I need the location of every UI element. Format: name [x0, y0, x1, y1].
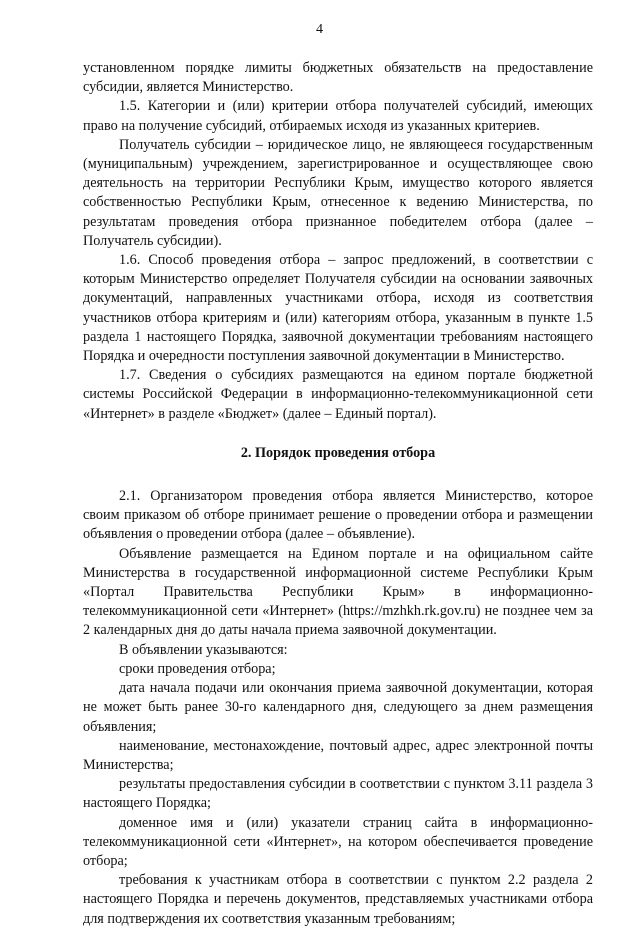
- paragraph-recipient-definition: Получатель субсидии – юридическое лицо, не являющееся государственным (муниципальным) учреждением, зарегистрированное и осуществляющее свою деятельность на территории Республики Крым, имущество которого является собственностью Республики Крым, отнесенное к ведению Министерства, по результатам проведения отбора признанное победителем отбора (далее – Получатель субсидии).: [83, 136, 593, 249]
- list-item-dates: сроки проведения отбора;: [119, 660, 276, 677]
- paragraph-announcement: Объявление размещается на Едином портале и на официальном сайте Министерства в государственной информационной системе Республики Крым «Портал Правительства Республики Крым» в информационно-телекоммуникационной сети «Интернет» (https://mzhkh.rk.gov.ru) не позднее чем за 2 календарных дня до даты начала приема заявочной документации.: [83, 545, 593, 639]
- document-body: [83, 59, 593, 929]
- section-heading: 2. Порядок проведения отбора: [240, 444, 436, 461]
- paragraph-1-5: 1.5. Категории и (или) критерии отбора получателей субсидий, имеющих право на получение субсидий, отбираемых исходя из указанных критериев.: [83, 98, 593, 134]
- list-item-start-date: дата начала подачи или окончания приема заявочной документации, которая не может быть ранее 30-го календарного дня, следующего за днем размещения объявления;: [83, 680, 593, 735]
- paragraph-1-6: 1.6. Способ проведения отбора – запрос предложений, в соответствии с которым Министерство определяет Получателя субсидии на основании заявочных документаций, направленных участниками отбора, исходя из соответствия участников отбора критериям и (или) категориям отбора, указанным в пункте 1.5 раздела 1 настоящего Порядка, заявочной документации требованиям настоящего Порядка и очередности поступления заявочной документации в Министерство.: [83, 252, 593, 365]
- list-item-ministry-address: наименование, местонахождение, почтовый адрес, адрес электронной почты Министерства;: [83, 737, 593, 773]
- page-number: 4: [316, 22, 323, 37]
- paragraph-continuation: установленном порядке лимиты бюджетных обязательств на предоставление субсидии, является Министерство.: [83, 60, 593, 96]
- paragraph-announcement-intro: В объявлении указываются:: [119, 641, 288, 658]
- paragraph-1-7: 1.7. Сведения о субсидиях размещаются на едином портале бюджетной системы Российской Федерации в информационно-телекоммуникационной сети «Интернет» в разделе «Бюджет» (далее – Единый портал).: [83, 367, 593, 422]
- list-item-results: результаты предоставления субсидии в соответствии с пунктом 3.11 раздела 3 настоящего Порядка;: [83, 776, 593, 812]
- list-item-requirements: требования к участникам отбора в соответствии с пунктом 2.2 раздела 2 настоящего Порядка и перечень документов, представляемых участниками отбора для подтверждения их соответствия указанным требованиям;: [83, 872, 593, 927]
- paragraph-2-1: 2.1. Организатором проведения отбора является Министерство, которое своим приказом об отборе принимает решение о проведении отбора и размещении объявления о проведении отбора (далее – объявление).: [83, 488, 593, 543]
- list-item-domain: доменное имя и (или) указатели страниц сайта в информационно-телекоммуникационной сети «Интернет», на котором обеспечивается проведение отбора;: [83, 814, 593, 869]
